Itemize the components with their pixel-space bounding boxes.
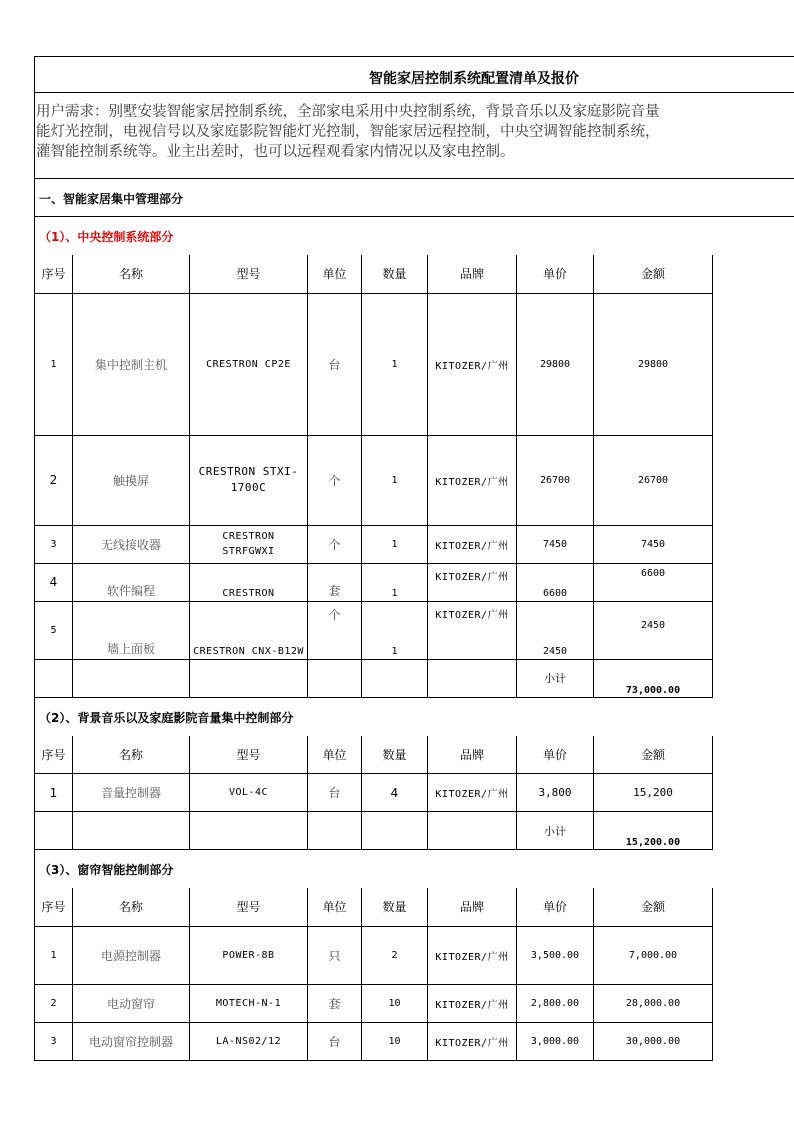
row-qty: 1: [362, 525, 428, 563]
row-brand: KITOZER/广州: [428, 435, 517, 525]
header-cell: 名称: [73, 888, 190, 926]
row-price: 6600: [517, 563, 594, 601]
row-model: MOTECH-N-1: [190, 984, 308, 1022]
row-qty: 10: [362, 984, 428, 1022]
table-row: [35, 435, 713, 525]
row-price: 29800: [517, 293, 594, 435]
row-amount: 6600: [594, 563, 713, 601]
row-qty: 4: [362, 774, 428, 812]
row-name: 软件编程: [73, 563, 190, 601]
header-cell: 金额: [594, 888, 713, 926]
row-no: 4: [35, 563, 73, 601]
row-model: CRESTRON CNX-B12W: [190, 601, 308, 659]
row-qty: 1: [362, 601, 428, 659]
table-header-row: [35, 888, 713, 926]
empty-cell: [35, 812, 73, 850]
table-header-row: [35, 736, 713, 774]
row-name: 触摸屏: [73, 435, 190, 525]
row-amount: 29800: [594, 293, 713, 435]
section-heading: [34, 698, 794, 736]
subtotal-value: 73,000.00: [594, 659, 713, 697]
row-no: 3: [35, 525, 73, 563]
header-cell: 品牌: [428, 888, 517, 926]
section1-table: [34, 255, 713, 698]
part1-title: 一、智能家居集中管理部分: [39, 192, 184, 206]
row-brand: KITOZER/广州: [428, 984, 517, 1022]
page-title: 智能家居控制系统配置清单及报价: [369, 71, 579, 87]
row-name: 墙上面板: [73, 601, 190, 659]
row-name: 电动窗帘控制器: [73, 1022, 190, 1060]
section3-table: [34, 888, 713, 1061]
row-qty: 10: [362, 1022, 428, 1060]
section2-title: （2）、背景音乐以及家庭影院音量集中控制部分: [39, 710, 294, 725]
section3-title: （3）、窗帘智能控制部分: [39, 863, 174, 877]
empty-cell: [73, 812, 190, 850]
row-name: 电源控制器: [73, 926, 190, 984]
header-cell: 型号: [190, 255, 308, 293]
row-name: 电动窗帘: [73, 984, 190, 1022]
row-price: 3,000.00: [517, 1022, 594, 1060]
row-no: 1: [35, 926, 73, 984]
row-price: 7450: [517, 525, 594, 563]
table-row: [35, 525, 713, 563]
empty-cell: [428, 659, 517, 697]
header-cell: 金额: [594, 255, 713, 293]
row-unit: 台: [308, 774, 362, 812]
row-no: 2: [35, 984, 73, 1022]
row-unit: 套: [308, 563, 362, 601]
row-brand: KITOZER/广州: [428, 293, 517, 435]
quotation-sheet: [34, 56, 794, 1061]
row-price: 2450: [517, 601, 594, 659]
row-amount: 2450: [594, 601, 713, 659]
row-brand: KITOZER/广州: [428, 525, 517, 563]
row-qty: 1: [362, 563, 428, 601]
table-header-row: [35, 255, 713, 293]
row-no: 1: [35, 293, 73, 435]
row-unit: 台: [308, 1022, 362, 1060]
header-cell: 单价: [517, 888, 594, 926]
header-cell: 型号: [190, 888, 308, 926]
row-amount: 30,000.00: [594, 1022, 713, 1060]
row-price: 2,800.00: [517, 984, 594, 1022]
section2-table: [34, 736, 713, 851]
empty-cell: [190, 659, 308, 697]
subtotal-value: 15,200.00: [594, 812, 713, 850]
row-qty: 2: [362, 926, 428, 984]
table-row: [35, 774, 713, 812]
row-amount: 26700: [594, 435, 713, 525]
row-unit: 套: [308, 984, 362, 1022]
row-brand: KITOZER/广州: [428, 926, 517, 984]
header-cell: 型号: [190, 736, 308, 774]
row-no: 2: [35, 435, 73, 525]
empty-cell: [308, 659, 362, 697]
section1-title: （1）、中央控制系统部分: [39, 230, 174, 244]
header-cell: 单位: [308, 888, 362, 926]
row-price: 3,500.00: [517, 926, 594, 984]
header-cell: 序号: [35, 255, 73, 293]
table-row: [35, 293, 713, 435]
header-cell: 品牌: [428, 255, 517, 293]
empty-cell: [190, 812, 308, 850]
row-amount: 7450: [594, 525, 713, 563]
subtotal-row: [35, 659, 713, 697]
row-model: CRESTRON CP2E: [190, 293, 308, 435]
header-cell: 单价: [517, 255, 594, 293]
header-cell: 品牌: [428, 736, 517, 774]
section-heading: [34, 217, 794, 255]
part-heading: [34, 179, 794, 217]
requirement-text: [36, 102, 794, 162]
row-name: 音量控制器: [73, 774, 190, 812]
row-qty: 1: [362, 435, 428, 525]
table-row: [35, 1022, 713, 1060]
row-unit: 个: [308, 435, 362, 525]
header-cell: 序号: [35, 736, 73, 774]
requirement-block: [34, 93, 794, 179]
header-cell: 数量: [362, 255, 428, 293]
row-qty: 1: [362, 293, 428, 435]
empty-cell: [428, 812, 517, 850]
header-cell: 名称: [73, 736, 190, 774]
row-name: 集中控制主机: [73, 293, 190, 435]
header-cell: 序号: [35, 888, 73, 926]
header-cell: 单价: [517, 736, 594, 774]
subtotal-label: 小计: [517, 812, 594, 850]
subtotal-row: [35, 812, 713, 850]
row-model: CRESTRON STRFGWXI: [190, 525, 308, 563]
header-cell: 单位: [308, 736, 362, 774]
row-model: LA-NS02/12: [190, 1022, 308, 1060]
header-cell: 数量: [362, 736, 428, 774]
header-cell: 金额: [594, 736, 713, 774]
row-unit: 只: [308, 926, 362, 984]
row-no: 5: [35, 601, 73, 659]
row-name: 无线接收器: [73, 525, 190, 563]
row-no: 1: [35, 774, 73, 812]
requirement-line: 用户需求：别墅安装智能家居控制系统，全部家电采用中央控制系统，背景音乐以及家庭影院音量: [36, 104, 660, 120]
empty-cell: [308, 812, 362, 850]
requirement-line: 能灯光控制，电视信号以及家庭影院智能灯光控制，智能家居远程控制，中央空调智能控制系统，: [36, 124, 660, 140]
table-row: [35, 601, 713, 659]
row-model: VOL-4C: [190, 774, 308, 812]
subtotal-label: 小计: [517, 659, 594, 697]
row-brand: KITOZER/广州: [428, 1022, 517, 1060]
row-model: POWER-8B: [190, 926, 308, 984]
table-row: [35, 984, 713, 1022]
row-amount: 7,000.00: [594, 926, 713, 984]
header-cell: 数量: [362, 888, 428, 926]
empty-cell: [362, 659, 428, 697]
sheet-title-row: [34, 56, 794, 93]
empty-cell: [35, 659, 73, 697]
row-unit: 个: [308, 525, 362, 563]
row-brand: KITOZER/广州: [428, 774, 517, 812]
row-no: 3: [35, 1022, 73, 1060]
header-cell: 单位: [308, 255, 362, 293]
row-brand: KITOZER/广州: [428, 563, 517, 601]
row-price: 3,800: [517, 774, 594, 812]
section-heading: [34, 850, 794, 888]
row-price: 26700: [517, 435, 594, 525]
empty-cell: [73, 659, 190, 697]
row-amount: 15,200: [594, 774, 713, 812]
row-unit: 个: [308, 601, 362, 659]
row-model: CRESTRON: [190, 563, 308, 601]
row-brand: KITOZER/广州: [428, 601, 517, 659]
row-amount: 28,000.00: [594, 984, 713, 1022]
requirement-line: 灌智能控制系统等。业主出差时，也可以远程观看家内情况以及家电控制。: [36, 144, 515, 160]
row-model: CRESTRON STXI-1700C: [190, 435, 308, 525]
header-cell: 名称: [73, 255, 190, 293]
table-row: [35, 926, 713, 984]
row-unit: 台: [308, 293, 362, 435]
empty-cell: [362, 812, 428, 850]
table-row: [35, 563, 713, 601]
